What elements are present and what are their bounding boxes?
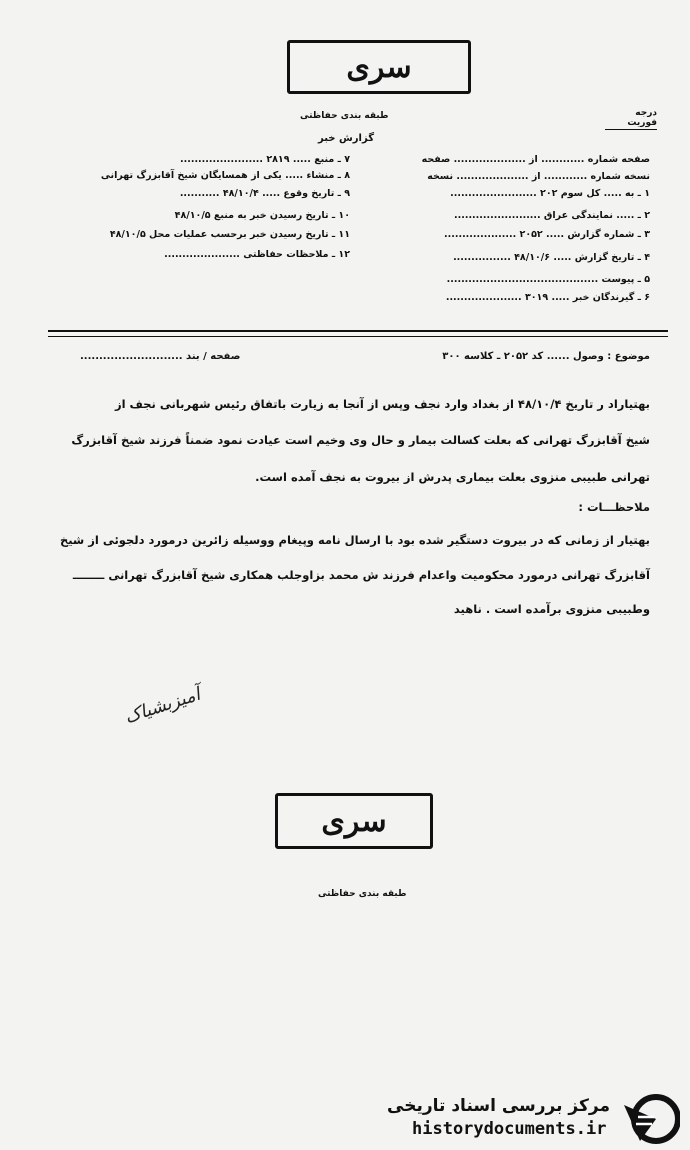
body-line-1: بهتیاراد ر تاریخ ۴۸/۱۰/۴ از بغداد وارد نجف وپس از آنجا به زیارت باتفاق رئیس شهربانی نجف از (114, 397, 650, 411)
archive-logo-icon (620, 1091, 680, 1147)
field-source: ۷ ـ منبع ..... ۲۸۱۹ ....................... (180, 154, 350, 165)
subject-line: موضوع : وصول ...... کد ۲۰۵۲ ـ کلاسه ۳۰۰ (442, 351, 650, 362)
classification-label-bottom: طبقه بندی حفاظتی (318, 889, 407, 899)
field-attachment: ۵ ـ پیوست .......................................... (446, 274, 650, 285)
field-copy-number: نسخه شماره ............ از .................... نسخه (427, 171, 650, 182)
notes-heading: ملاحظـــات : (578, 500, 650, 514)
handwritten-signature: آمیزبشیاک (122, 683, 203, 728)
field-security-notes: ۱۲ ـ ملاحظات حفاظتی ..................... (164, 249, 350, 260)
watermark-title: مرکز بررسی اسناد تاریخی (387, 1096, 610, 1116)
report-title: گزارش خبر (318, 133, 375, 144)
priority-label: درجه فوریت (605, 108, 657, 130)
field-report-number: ۳ ـ شماره گزارش ..... ۲۰۵۲ .................... (444, 229, 650, 240)
subject-reference: صفحه / بند ........................... (80, 351, 241, 362)
classification-label-top: طبقه بندی حفاظتی (300, 111, 389, 121)
secret-stamp-bottom: سری (275, 793, 433, 849)
watermark-url: historydocuments.ir (412, 1119, 607, 1139)
field-to: ۱ ـ به ..... کل سوم ۲۰۲ ........................ (450, 188, 650, 199)
divider-line (48, 330, 668, 332)
body-line-2: شیخ آقابزرگ تهرانی که بعلت کسالت بیمار و حال وی وخیم است عیادت نمود ضمناً فرزند شیخ آقابزرگ (71, 433, 650, 447)
field-occurrence-date: ۹ ـ تاریخ وقوع ..... ۴۸/۱۰/۴ ........... (179, 188, 350, 199)
field-page-number: صفحه شماره ............ از .................... صفحه (421, 154, 650, 165)
field-recipients: ۶ ـ گیرندگان خبر ..... ۳۰۱۹ ..................... (445, 292, 650, 303)
field-representative: ۲ ـ ..... نمایندگی عراق ........................ (454, 210, 650, 221)
field-source-receipt-date: ۱۰ ـ تاریخ رسیدن خبر به منبع ۴۸/۱۰/۵ (174, 210, 350, 221)
divider-line-secondary (48, 336, 668, 337)
notes-line-1: بهتیار از زمانی که در بیروت دستگیر شده بود با ارسال نامه وپیغام ووسیله زائرین درمورد دلجوئی از شیخ (59, 533, 650, 547)
notes-line-2: آقابزرگ تهرانی درمورد محکومیت واعدام فرزند ش محمد بزاوجلب همکاری شیخ آقابزرگ تهرانی ــــــــ (72, 568, 650, 582)
body-line-3: تهرانی طبیبی منزوی بعلت بیماری پدرش از بیروت به نجف آمده است. (255, 470, 650, 484)
field-origin: ۸ ـ منشاء ..... یکی از همسایگان شیخ آقابزرگ تهرانی (100, 170, 350, 181)
field-local-receipt-date: ۱۱ ـ تاریخ رسیدن خبر برحسب عملیات محل ۴۸/۱۰/۵ (109, 229, 350, 240)
field-report-date: ۴ ـ تاریخ گزارش ..... ۴۸/۱۰/۶ ................ (453, 252, 650, 263)
secret-stamp-top: سری (287, 40, 471, 94)
notes-line-3: وطبیبی منزوی برآمده است . ناهید (453, 602, 650, 616)
